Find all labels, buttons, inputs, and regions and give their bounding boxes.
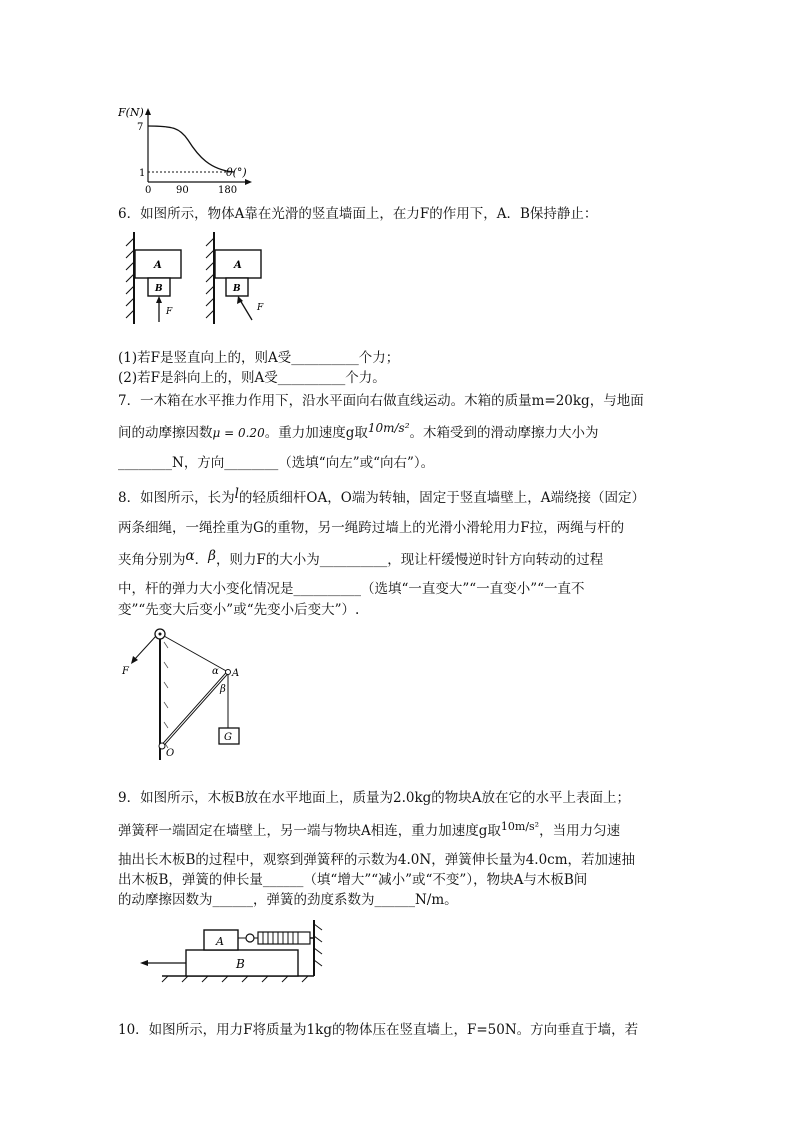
graph-x-tick-90: 90: [176, 185, 189, 195]
svg-text:A: A: [216, 935, 224, 948]
q6-part1: (1)若F是竖直向上的，则A受__________个力；: [118, 350, 400, 366]
q6-figure: [120, 228, 280, 328]
svg-text:B: B: [155, 284, 163, 294]
q9-line2: 弹簧秤一端固定在墙壁上，另一端与物块A相连，重力加速度g取$^{10m/s^2}$，当用力匀速: [118, 820, 621, 839]
force-curve: [148, 126, 234, 172]
svg-text:F: F: [122, 666, 129, 677]
q8-line3: 夹角分别为α．β，则力F的大小为__________，现让杆缓慢逆时针方向转动的过程: [118, 548, 604, 568]
q8-line1: 8．如图所示，长为l的轻质细杆OA，O端为转轴，固定于竖直墙壁上，A端绕接（固定）: [118, 486, 646, 506]
q9-line5: 的动摩擦因数为______，弹簧的劲度系数为______N/m。: [118, 892, 458, 908]
q10-line1: 10．如图所示，用力F将质量为1kg的物体压在竖直墙上，F=50N。方向垂直于墙，若: [118, 1022, 639, 1038]
svg-text:A: A: [234, 260, 242, 271]
q7-line1: 7．一木箱在水平推力作用下，沿水平面向右做直线运动。木箱的质量m=20kg，与地面: [118, 393, 644, 409]
q6-stem: 6．如图所示，物体A靠在光滑的竖直墙面上，在力F的作用下，A．B保持静止：: [118, 206, 598, 222]
q9-g-value: 10m/s²: [500, 820, 540, 833]
svg-text:A: A: [154, 260, 162, 271]
q8-line5: 变”“先变大后变小”或“先变小后变大”）.: [118, 602, 360, 618]
svg-text:α: α: [212, 666, 219, 677]
q8-figure: [118, 622, 258, 762]
graph-x-tick-180: 180: [218, 185, 238, 195]
q7-line2: 间的动摩擦因数μ = 0.20。重力加速度g取10m/s²。木箱受到的滑动摩擦力大小为: [118, 421, 599, 441]
q8-line4: 中，杆的弹力大小变化情况是__________（选填“一直变大”“一直变小”“一直不: [118, 581, 585, 597]
graph-y-tick-1: 1: [139, 168, 146, 179]
graph-y-label: F(N): [118, 106, 144, 119]
q9-figure: [138, 918, 328, 984]
q6-part2: (2)若F是斜向上的，则A受__________个力。: [118, 370, 386, 386]
spring-scale: [258, 932, 310, 944]
svg-text:F: F: [257, 303, 264, 313]
graph-x-tick-0: 0: [145, 185, 152, 195]
q9-line3: 抽出长木板B的过程中，观察到弹簧秤的示数为4.0N，弹簧伸长量为4.0cm，若加速抽: [118, 852, 636, 868]
svg-text:F: F: [166, 307, 173, 317]
q7-g-value: 10m/s²: [367, 421, 410, 435]
q9-line4: 出木板B，弹簧的伸长量______（填“增大”“减小”或“不变”），物块A与木板B间: [118, 872, 588, 888]
q7-line3: ________N，方向________（选填“向左”或“向右”）。: [118, 455, 435, 471]
svg-text:B: B: [233, 284, 241, 294]
graph-x-label: θ(°): [226, 166, 247, 179]
svg-text:β: β: [220, 684, 226, 695]
q7-mu: μ = 0.20: [212, 426, 265, 440]
svg-text:O: O: [166, 748, 175, 759]
q8-line2: 两条细绳，一绳拴重为G的重物，另一绳跨过墙上的光滑小滑轮用力F拉，两绳与杆的: [118, 520, 625, 536]
force-angle-graph: [118, 100, 258, 195]
graph-y-tick-7: 7: [137, 122, 144, 133]
svg-text:B: B: [236, 957, 245, 971]
svg-text:A: A: [232, 668, 240, 679]
q9-line1: 9．如图所示，木板B放在水平地面上，质量为2.0kg的物块A放在它的水平上表面上；: [118, 790, 631, 806]
svg-text:G: G: [224, 732, 232, 743]
